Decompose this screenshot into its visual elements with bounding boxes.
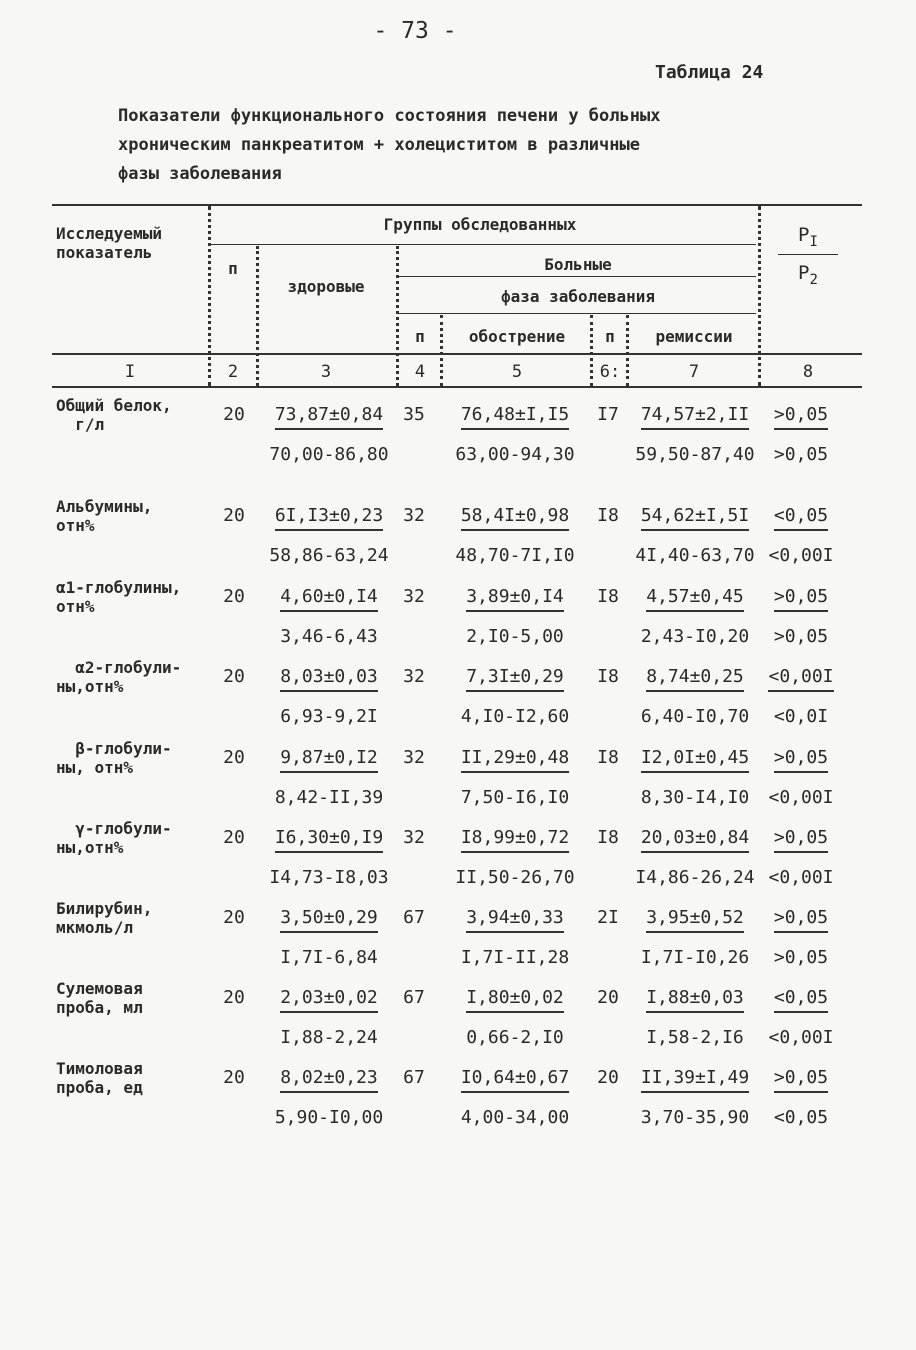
cell-value: 6,93-9,2I: [280, 706, 378, 727]
cell-value: 20: [223, 987, 245, 1008]
cell-value: I,7I-I0,26: [640, 947, 750, 968]
cell-value: I,88±0,03: [646, 987, 744, 1013]
cell-value: 8,30-I4,I0: [640, 787, 750, 808]
cell-value: >0,05: [774, 404, 828, 430]
cell-healthy-range: [256, 444, 402, 465]
cell-value: I8: [597, 827, 619, 848]
cell-healthy-range: [256, 947, 402, 968]
cell-exac-range: [440, 444, 590, 465]
cell-value: 20,03±0,84: [641, 827, 749, 853]
groups-rule: [210, 244, 756, 245]
cell-value: I6,30±0,I9: [275, 827, 383, 853]
cell-p2: [764, 706, 838, 727]
column-number: I: [124, 362, 136, 382]
cell-value: 2,43-I0,20: [640, 626, 750, 647]
header-remission: ремиссии: [655, 327, 733, 346]
cell-value: <0,00I: [768, 666, 833, 692]
cell-value: I4,86-26,24: [635, 867, 755, 888]
cell-exac-mean: [440, 404, 590, 430]
table-top-rule: [52, 204, 862, 206]
cell-n2: [396, 827, 432, 848]
cell-value: 54,62±I,5I: [641, 505, 749, 531]
column-separator: [590, 315, 593, 386]
cell-rem-mean: [626, 666, 764, 692]
cell-exac-mean: [440, 907, 590, 933]
cell-value: 59,50-87,40: [635, 444, 755, 465]
cell-exac-range: [440, 1107, 590, 1128]
cell-rem-range: [626, 545, 764, 566]
cell-healthy-range: [256, 1107, 402, 1128]
cell-value: 32: [403, 827, 425, 848]
cell-value: >0,05: [774, 747, 828, 773]
cell-n3: [590, 666, 626, 687]
cell-p1: [764, 907, 838, 933]
cell-value: 58,4I±0,98: [461, 505, 569, 531]
cell-n2: [396, 747, 432, 768]
cell-value: 8,02±0,23: [280, 1067, 378, 1093]
cell-rem-mean: [626, 505, 764, 531]
header-indicator: Исследуемый показатель: [56, 224, 162, 262]
cell-value: 3,50±0,29: [280, 907, 378, 933]
cell-rem-mean: [626, 827, 764, 853]
cell-value: 0,66-2,I0: [466, 1027, 564, 1048]
cell-n1: [212, 907, 256, 928]
cell-healthy-range: [256, 867, 402, 888]
caption-line: фазы заболевания: [118, 164, 282, 184]
cell-value: <0,00I: [768, 867, 834, 888]
cell-p2: [764, 1107, 838, 1128]
cell-value: II,50-26,70: [455, 867, 575, 888]
cell-healthy-range: [256, 626, 402, 647]
cell-healthy-mean: [256, 1067, 402, 1093]
cell-exac-range: [440, 947, 590, 968]
cell-value: I0,64±0,67: [461, 1067, 569, 1093]
cell-value: >0,05: [773, 626, 829, 647]
cell-value: 74,57±2,II: [641, 404, 749, 430]
column-separator: [440, 315, 443, 386]
cell-healthy-mean: [256, 747, 402, 773]
cell-value: 32: [403, 666, 425, 687]
cell-rem-range: [626, 787, 764, 808]
cell-healthy-mean: [256, 666, 402, 692]
cell-n3: [590, 907, 626, 928]
column-separator: [626, 315, 629, 386]
cell-value: 8,42-II,39: [274, 787, 384, 808]
cell-n1: [212, 987, 256, 1008]
cell-value: 20: [223, 666, 245, 687]
cell-exac-mean: [440, 747, 590, 773]
p1-subscript: I: [809, 233, 818, 250]
cell-value: 73,87±0,84: [275, 404, 383, 430]
caption-line: Показатели функционального состояния печени у больных: [118, 106, 661, 126]
column-number: 3: [320, 362, 332, 382]
cell-value: >0,05: [774, 586, 828, 612]
cell-value: I8: [597, 505, 619, 526]
cell-value: 67: [403, 907, 425, 928]
column-separator: [208, 206, 211, 386]
cell-value: 7,50-I6,I0: [460, 787, 570, 808]
cell-value: 3,70-35,90: [640, 1107, 750, 1128]
cell-value: II,39±I,49: [641, 1067, 749, 1093]
cell-n1: [212, 666, 256, 687]
row-indicator: Общий белок, г/л: [56, 396, 172, 434]
column-number-rule: [52, 386, 862, 388]
cell-n1: [212, 505, 256, 526]
cell-p1: [764, 747, 838, 773]
cell-value: 7,3I±0,29: [466, 666, 564, 692]
cell-healthy-mean: [256, 827, 402, 853]
cell-value: 20: [223, 747, 245, 768]
cell-value: 35: [403, 404, 425, 425]
cell-value: 32: [403, 586, 425, 607]
cell-rem-mean: [626, 987, 764, 1013]
cell-value: I7: [597, 404, 619, 425]
cell-healthy-mean: [256, 907, 402, 933]
cell-value: 3,89±0,I4: [466, 586, 564, 612]
cell-value: >0,05: [774, 1067, 828, 1093]
cell-p1: [764, 404, 838, 430]
cell-exac-range: [440, 706, 590, 727]
cell-value: 58,86-63,24: [269, 545, 389, 566]
cell-rem-mean: [626, 907, 764, 933]
cell-value: 20: [597, 987, 619, 1008]
cell-n1: [212, 747, 256, 768]
cell-value: 76,48±I,I5: [461, 404, 569, 430]
cell-value: 8,03±0,03: [280, 666, 378, 692]
cell-n2: [396, 666, 432, 687]
cell-value: 6,40-I0,70: [640, 706, 750, 727]
cell-value: <0,05: [774, 505, 828, 531]
cell-n2: [396, 404, 432, 425]
cell-value: 3,46-6,43: [280, 626, 378, 647]
cell-value: I8: [597, 586, 619, 607]
cell-healthy-mean: [256, 404, 402, 430]
p2-subscript: 2: [809, 271, 818, 288]
cell-value: 20: [223, 505, 245, 526]
header-rule: [52, 353, 862, 355]
header-healthy: здоровые: [287, 277, 365, 296]
row-indicator: β-глобули- ны, отн%: [56, 739, 172, 777]
cell-p2: [764, 867, 838, 888]
header-patients: Больные: [544, 255, 612, 274]
cell-n1: [212, 404, 256, 425]
row-indicator: α2-глобули- ны,отн%: [56, 658, 182, 696]
column-number: 7: [688, 362, 700, 382]
cell-value: >0,05: [773, 947, 829, 968]
cell-p2: [764, 1027, 838, 1048]
page-number: - 73 -: [373, 18, 457, 44]
cell-value: 6I,I3±0,23: [275, 505, 383, 531]
cell-value: 3,95±0,52: [646, 907, 744, 933]
cell-p2: [764, 947, 838, 968]
p1-letter: P: [798, 224, 810, 246]
cell-value: >0,05: [774, 907, 828, 933]
row-indicator: Альбумины, отн%: [56, 497, 153, 535]
cell-exac-range: [440, 626, 590, 647]
row-indicator: Билирубин, мкмоль/л: [56, 899, 153, 937]
cell-value: 63,00-94,30: [455, 444, 575, 465]
header-n2: п: [415, 327, 425, 346]
cell-n3: [590, 827, 626, 848]
row-indicator: Сулемовая проба, мл: [56, 979, 143, 1017]
cell-n1: [212, 586, 256, 607]
cell-value: 20: [223, 827, 245, 848]
cell-healthy-mean: [256, 987, 402, 1013]
column-number: 8: [802, 362, 814, 382]
cell-value: <0,00I: [768, 545, 834, 566]
cell-n1: [212, 827, 256, 848]
cell-p2: [764, 787, 838, 808]
cell-value: 5,90-I0,00: [274, 1107, 384, 1128]
cell-value: 4,I0-I2,60: [460, 706, 570, 727]
cell-n2: [396, 505, 432, 526]
cell-p1: [764, 586, 838, 612]
cell-value: 2,03±0,02: [280, 987, 378, 1013]
cell-n2: [396, 907, 432, 928]
cell-value: I,58-2,I6: [646, 1027, 744, 1048]
header-p2: [778, 262, 838, 288]
header-exacerbation: обострение: [468, 327, 566, 346]
cell-n2: [396, 1067, 432, 1088]
cell-value: I2,0I±0,45: [641, 747, 749, 773]
cell-healthy-mean: [256, 505, 402, 531]
column-number: 2: [227, 362, 239, 382]
cell-p2: [764, 444, 838, 465]
cell-p2: [764, 545, 838, 566]
cell-value: 3,94±0,33: [466, 907, 564, 933]
cell-value: <0,0I: [773, 706, 829, 727]
column-separator: [758, 206, 761, 386]
cell-exac-range: [440, 787, 590, 808]
cell-p1: [764, 505, 838, 531]
row-indicator: γ-глобули- ны,отн%: [56, 819, 172, 857]
cell-p1: [764, 1067, 838, 1093]
cell-value: 67: [403, 1067, 425, 1088]
cell-n3: [590, 987, 626, 1008]
cell-value: II,29±0,48: [461, 747, 569, 773]
cell-p1: [764, 827, 838, 853]
cell-value: 8,74±0,25: [646, 666, 744, 692]
p2-letter: P: [798, 262, 810, 284]
phase-rule: [398, 313, 756, 314]
cell-value: 2I: [597, 907, 619, 928]
cell-rem-range: [626, 706, 764, 727]
column-number: 4: [414, 362, 426, 382]
cell-rem-range: [626, 947, 764, 968]
cell-value: 32: [403, 505, 425, 526]
cell-n1: [212, 1067, 256, 1088]
cell-value: 20: [223, 907, 245, 928]
cell-healthy-range: [256, 787, 402, 808]
cell-value: 67: [403, 987, 425, 1008]
table-label: Таблица 24: [655, 62, 764, 83]
cell-value: I4,73-I8,03: [269, 867, 389, 888]
cell-value: 20: [223, 586, 245, 607]
cell-rem-range: [626, 626, 764, 647]
cell-value: 4,57±0,45: [646, 586, 744, 612]
cell-n2: [396, 586, 432, 607]
cell-rem-range: [626, 1107, 764, 1128]
cell-rem-mean: [626, 747, 764, 773]
cell-value: <0,05: [773, 1107, 829, 1128]
cell-exac-range: [440, 545, 590, 566]
header-phase: фаза заболевания: [500, 287, 656, 306]
cell-value: I8: [597, 747, 619, 768]
cell-n3: [590, 1067, 626, 1088]
cell-healthy-range: [256, 1027, 402, 1048]
cell-exac-range: [440, 1027, 590, 1048]
header-p1: [778, 224, 838, 250]
cell-value: I,88-2,24: [280, 1027, 378, 1048]
cell-exac-mean: [440, 827, 590, 853]
cell-value: 4I,40-63,70: [635, 545, 755, 566]
cell-n3: [590, 747, 626, 768]
cell-exac-mean: [440, 505, 590, 531]
cell-value: 4,60±0,I4: [280, 586, 378, 612]
cell-n3: [590, 586, 626, 607]
header-n3: п: [605, 327, 615, 346]
cell-exac-mean: [440, 666, 590, 692]
cell-healthy-range: [256, 706, 402, 727]
cell-value: <0,00I: [768, 787, 834, 808]
cell-value: 70,00-86,80: [269, 444, 389, 465]
cell-p1: [764, 666, 838, 692]
cell-n3: [590, 505, 626, 526]
cell-value: <0,00I: [768, 1027, 834, 1048]
row-indicator: Тимоловая проба, ед: [56, 1059, 143, 1097]
cell-value: <0,05: [774, 987, 828, 1013]
cell-exac-range: [440, 867, 590, 888]
cell-value: 20: [597, 1067, 619, 1088]
caption-line: хроническим панкреатитом + холециститом в различные: [118, 135, 640, 155]
column-number: 5: [511, 362, 523, 382]
column-separator: [396, 246, 399, 386]
cell-rem-mean: [626, 586, 764, 612]
column-number: 6:: [599, 362, 621, 382]
cell-healthy-mean: [256, 586, 402, 612]
cell-value: 32: [403, 747, 425, 768]
cell-value: 4,00-34,00: [460, 1107, 570, 1128]
header-groups: Группы обследованных: [383, 215, 577, 234]
cell-exac-mean: [440, 987, 590, 1013]
cell-n3: [590, 404, 626, 425]
cell-healthy-range: [256, 545, 402, 566]
cell-value: I8: [597, 666, 619, 687]
cell-exac-mean: [440, 1067, 590, 1093]
cell-n2: [396, 987, 432, 1008]
patients-rule: [398, 276, 756, 277]
cell-rem-mean: [626, 1067, 764, 1093]
cell-value: >0,05: [773, 444, 829, 465]
cell-value: >0,05: [774, 827, 828, 853]
cell-value: 48,70-7I,I0: [455, 545, 575, 566]
cell-p1: [764, 987, 838, 1013]
cell-rem-range: [626, 867, 764, 888]
cell-value: 2,I0-5,00: [466, 626, 564, 647]
cell-value: I8,99±0,72: [461, 827, 569, 853]
table-caption: [118, 102, 660, 189]
cell-rem-mean: [626, 404, 764, 430]
row-indicator: α1-глобулины, отн%: [56, 578, 182, 616]
cell-exac-mean: [440, 586, 590, 612]
cell-value: I,7I-II,28: [460, 947, 570, 968]
p-fraction-rule: [778, 254, 838, 255]
cell-value: 20: [223, 404, 245, 425]
cell-rem-range: [626, 1027, 764, 1048]
header-n: п: [228, 259, 238, 278]
cell-p2: [764, 626, 838, 647]
cell-value: 20: [223, 1067, 245, 1088]
cell-value: I,80±0,02: [466, 987, 564, 1013]
cell-value: 9,87±0,I2: [280, 747, 378, 773]
cell-value: I,7I-6,84: [280, 947, 378, 968]
cell-rem-range: [626, 444, 764, 465]
